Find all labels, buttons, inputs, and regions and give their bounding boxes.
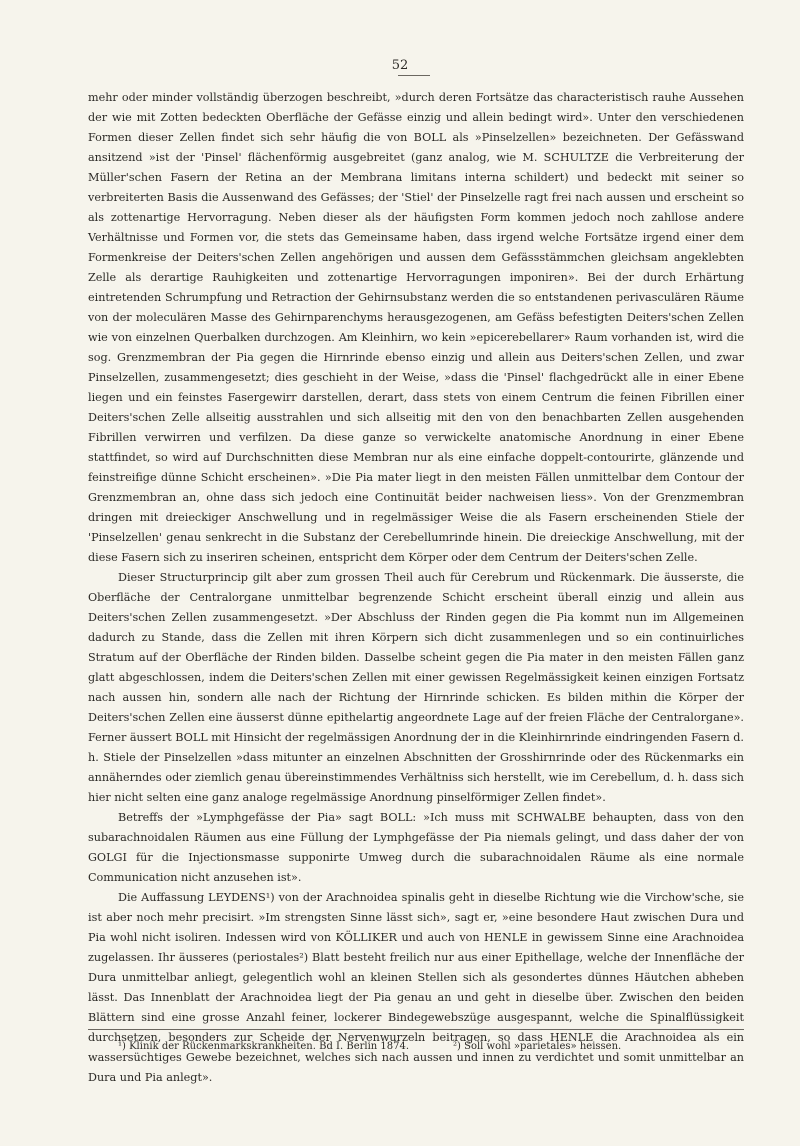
paragraph: mehr oder minder vollständig überzogen beschreibt, »durch deren Fortsätze das characteristisch rauhe Aussehen der wie mit Zotten bedeckten Oberfläche der Gefässe einzig und allein bedingt wird». Unter den verschiedenen Formen dieser Zellen findet sich sehr häufig die von BOLL als »Pinselzellen» bezeichneten. Der Gefässwand ansitzend »ist der 'Pinsel' flächenförmig ausgebreitet (ganz analog, wie M. SCHULTZE die Verbreiterung der Müller'schen Fasern der Retina an der Membrana limitans interna schildert) und bedeckt mit seiner so verbreiterten Basis die Aussenwand des Gefässes; der 'Stiel' der Pinselzelle ragt frei nach aussen und erscheint so als zottenartige Hervorragung. Neben dieser als der häufigsten Form kommen jedoch noch zahllose andere Verhältnisse und Formen vor, die stets das Gemeinsame haben, dass irgend welche Fortsätze irgend einer dem Formenkreise der Deiters'schen Zellen angehörigen und aussen dem Gefässstämmchen gleichsam angeklebten Zelle als derartige Rauhigkeiten und zottenartige Hervorragungen imponiren». Bei der durch Erhärtung eintretenden Schrumpfung und Retraction der Gehirnsubstanz werden die so entstandenen perivasculären Räume von der moleculären Masse des Gehirnparenchyms herausgezogenen, am Gefäss befestigten Deiters'schen Zellen wie von einzelnen Querbalken durchzogen. Am Kleinhirn, wo kein »epicerebellarer» Raum vorhanden ist, wird die sog. Grenzmembran der Pia gegen die Hirnrinde ebenso einzig und allein aus Deiters'schen Zellen, und zwar Pinselzellen, zusammengesetzt; dies geschieht in der Weise, »dass die 'Pinsel' flachgedrückt alle in einer Ebene liegen und ein feinstes Fasergewirr darstellen, derart, dass stets von einem Centrum die feinen Fibrillen einer Deiters'schen Zelle allseitig ausstrahlen und sich allseitig mit den von den benachbarten Zellen ausgehenden Fibrillen verwirren und verfilzen. Da diese ganze so verwickelte anatomische Anordnung in einer Ebene stattfindet, so wird auf Durchschnitten diese Membran nur als eine einfache doppelt-contourirte, glänzende und feinstreifige dünne Schicht erscheinen». »Die Pia mater liegt in den meisten Fällen unmittelbar dem Contour der Grenzmembran an, ohne dass sich jedoch eine Continuität beider nachweisen liess». Von der Grenzmembran dringen mit dreieckiger Anschwellung und in regelmässiger Weise die als Fasern erscheinenden Stiele der 'Pinselzellen' genau senkrecht in die Substanz der Cerebellumrinde hinein. Die dreieckige Anschwellung, mit der diese Fasern sich zu inseriren scheinen, entspricht dem Körper oder dem Centrum der Deiters'schen Zelle. — [88, 91, 744, 564]
paragraph: Dieser Structurprincip gilt aber zum grossen Theil auch für Cerebrum und Rückenmark. Die äusserste, die Oberfläche der Centralorgane unmittelbar begrenzende Schicht erscheint überall einzig und allein aus Deiters'schen Zellen zusammengesetzt. »Der Abschluss der Rinden gegen die Pia kommt nun im Allgemeinen dadurch zu Stande, dass die Zellen mit ihren Körpern sich dicht zusammenlegen und so ein continuirliches Stratum auf der Oberfläche der Rinden bilden. Dasselbe scheint gegen die Pia mater in den meisten Fällen ganz glatt abgeschlossen, indem die Deiters'schen Zellen mit einer gewissen Regelmässigkeit keinen einzigen Fortsatz nach aussen hin, sondern alle nach der Richtung der Hirnrinde schicken. Es bilden mithin die Körper der Deiters'schen Zellen eine äusserst dünne epithelartig angeordnete Lage auf der freien Fläche der Centralorgane». Ferner äussert BOLL mit Hinsicht der regelmässigen Anordnung der in die Kleinhirnrinde eindringenden Fasern d. h. Stiele der Pinselzellen »dass mitunter an einzelnen Abschnitten der Grosshirnrinde oder des Rückenmarks ein annäherndes oder ziemlich genau übereinstimmendes Verhältniss sich herstellt, wie im Cerebellum, d. h. dass sich hier nicht selten eine ganz analoge regelmässige Anordnung pinselförmiger Zellen findet». — [88, 571, 744, 804]
paragraph: Die Auffassung LEYDENS¹) von der Arachnoidea spinalis geht in dieselbe Richtung wie die Virchow'sche, sie ist aber noch mehr precisirt. »Im strengsten Sinne lässt sich», sagt er, »eine besondere Haut zwischen Dura und Pia wohl nicht isoliren. Indessen wird von KÖLLIKER und auch von HENLE in gewissem Sinne eine Arachnoidea zugelassen. Ihr äusseres (periostales²) Blatt besteht freilich nur aus einer Epithellage, welche der Innenfläche der Dura unmittelbar anliegt, gelegentlich wohl an kleinen Stellen sich als gesondertes dünnes Häutchen abheben lässt. Das Innenblatt der Arachnoidea liegt der Pia genau an und geht in dieselbe über. Zwischen den beiden Blättern sind eine grosse Anzahl feiner, lockerer Bindegewebszüge ausgespannt, welche die Spinalflüssigkeit durchsetzen, besonders zur Scheide der Nervenwurzeln beitragen, so dass HENLE die Arachnoidea als ein wassersüchtiges Gewebe bezeichnet, welches sich nach aussen und innen zu verdichtet und somit unmittelbar an Dura und Pia anlegt». — [88, 891, 744, 1084]
footnote: ²) Soll wohl »parietales» heissen. — [453, 1041, 622, 1052]
page-number-rule — [398, 75, 430, 76]
body-text — [88, 88, 744, 1088]
footnote: ¹) Klinik der Rückenmarkskrankheiten. Bd I. Berlin 1874. — [118, 1041, 410, 1052]
page-number: 52 — [391, 58, 409, 73]
paragraph: Betreffs der »Lymphgefässe der Pia» sagt BOLL: »Ich muss mit SCHWALBE behaupten, dass von den subarachnoidalen Räumen aus eine Füllung der Lymphgefässe der Pia niemals gelingt, und dass daher der von GOLGI für die Injectionsmasse supponirte Umweg durch die subarachnoidalen Räume als eine normale Communication nicht anzusehen ist». — [88, 811, 744, 884]
footnote-separator — [88, 1029, 744, 1030]
